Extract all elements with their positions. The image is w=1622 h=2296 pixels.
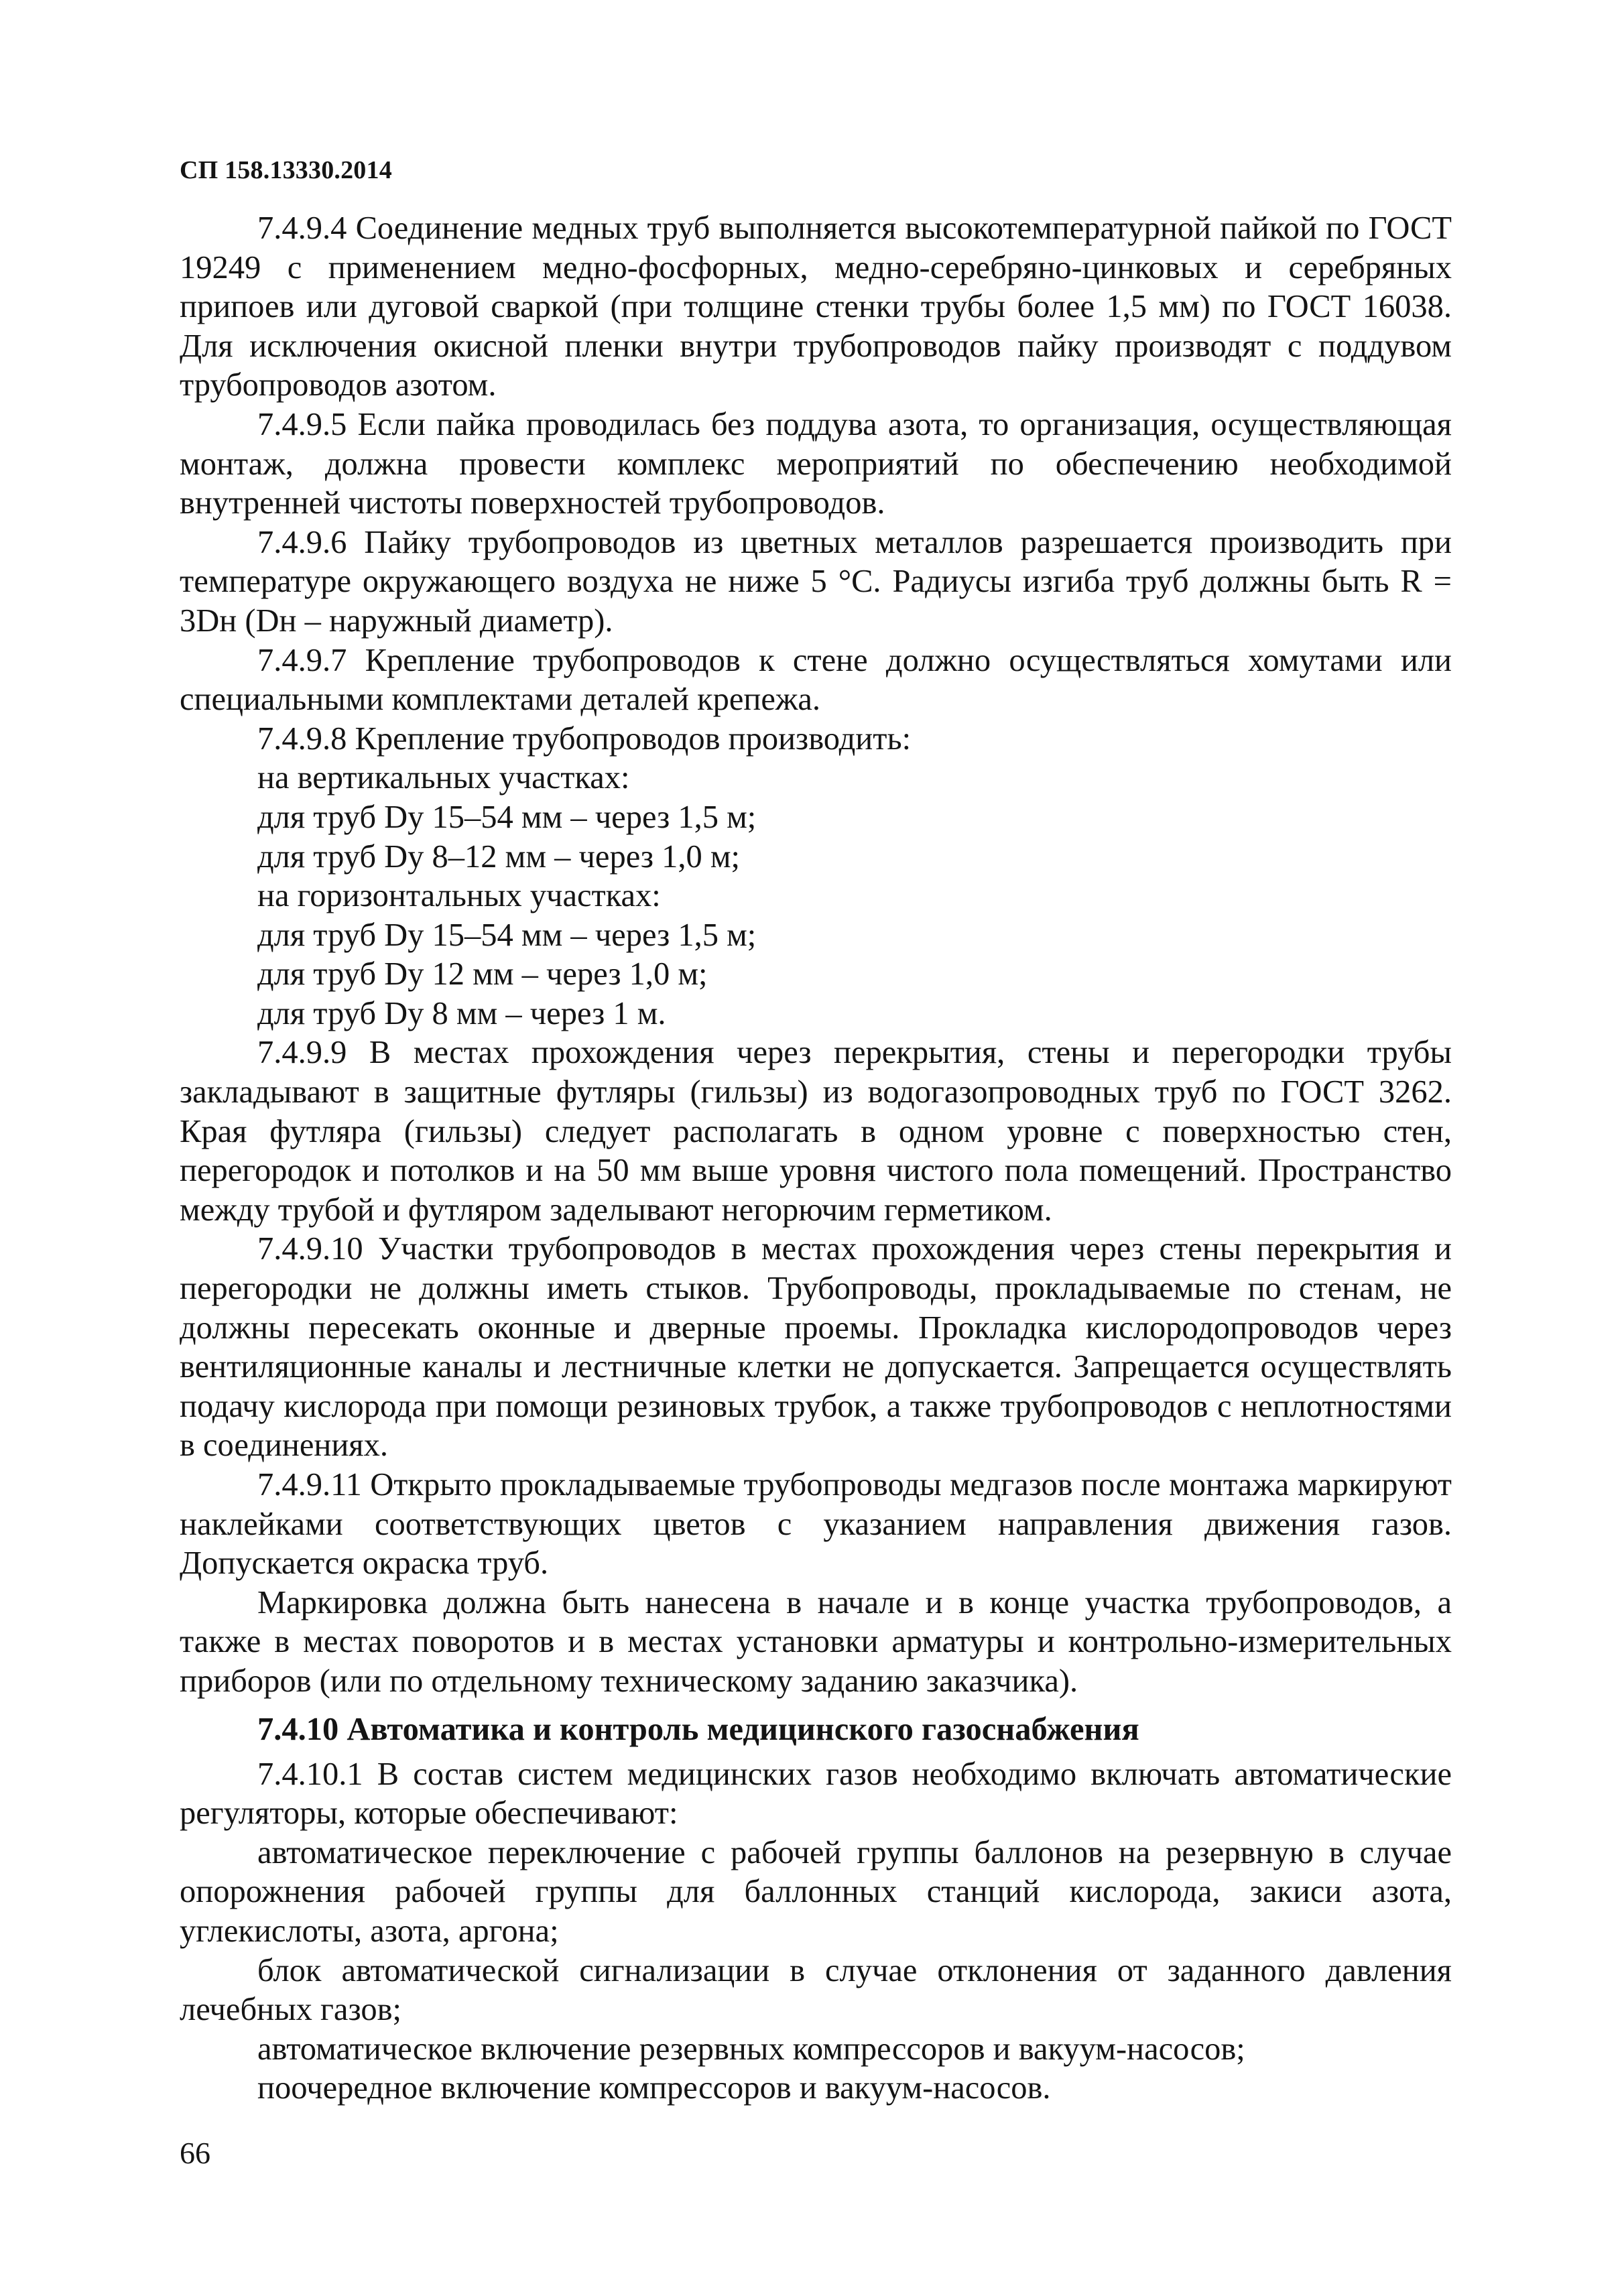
regulator-item: поочередное включение компрессоров и вакуум-насосов. [257, 2070, 1051, 2106]
document-body [180, 209, 1452, 2108]
regulator-item: блок автоматической сигнализации в случае отклонения от заданного давления лечебных газов; [180, 1952, 1452, 2028]
regulator-item: автоматическое переключение с рабочей группы баллонов на резервную в случае опорожнения рабочей группы для баллонных станций кислорода, закиси азота, углекислоты, азота, аргона; [180, 1834, 1452, 1949]
clause-7-4-9-7: 7.4.9.7 Крепление трубопроводов к стене должно осуществляться хомутами или специальными комплектами деталей крепежа. [180, 642, 1452, 718]
list-item: для труб Dу 12 мм – через 1,0 м; [257, 956, 708, 993]
clause-7-4-9-10: 7.4.9.10 Участки трубопроводов в местах прохождения через стены перекрытия и перегородки не должны иметь стыков. Трубопроводы, прокладываемые по стенам, не должны пересекать оконные и дверные проемы. Прокладка кислородопроводов через вентиляционные каналы и лестничные клетки не допускается. Запрещается осуществлять подачу кислорода при помощи резиновых трубок, а также трубопроводов с неплотностями в соединениях. [180, 1231, 1452, 1464]
clause-7-4-9-6: 7.4.9.6 Пайку трубопроводов из цветных металлов разрешается производить при температуре окружающего воздуха не ниже 5 °С. Радиусы изгиба труб должны быть R = 3Dн (Dн – наружный диаметр). [180, 524, 1452, 639]
clause-7-4-10-1: 7.4.10.1 В состав систем медицинских газов необходимо включать автоматические регуляторы, которые обеспечивают: [180, 1756, 1452, 1832]
clause-7-4-9-11: 7.4.9.11 Открыто прокладываемые трубопроводы медгазов после монтажа маркируют наклейками соответствующих цветов с указанием направления движения газов. Допускается окраска труб. [180, 1467, 1452, 1582]
list-item: для труб Dу 15–54 мм – через 1,5 м; [257, 917, 757, 953]
page-number: 66 [180, 2136, 210, 2170]
regulator-item: автоматическое включение резервных компрессоров и вакуум-насосов; [257, 2031, 1245, 2067]
section-heading-7-4-10: 7.4.10 Автоматика и контроль медицинского газоснабжения [257, 1711, 1139, 1747]
clause-7-4-9-4: 7.4.9.4 Соединение медных труб выполняется высокотемпературной пайкой по ГОСТ 19249 с применением медно-фосфорных, медно-серебряно-цинковых и серебряных припоев или дуговой сваркой (при толщине стенки трубы более 1,5 мм) по ГОСТ 16038. Для исключения окисной пленки внутри трубопроводов пайку производят с поддувом трубопроводов азотом. [180, 210, 1452, 403]
clause-7-4-9-5: 7.4.9.5 Если пайка проводилась без поддува азота, то организация, осуществляющая монтаж, должна провести комплекс мероприятий по обеспечению необходимой внутренней чистоты поверхностей трубопроводов. [180, 406, 1452, 521]
list-item: для труб Dу 8 мм – через 1 м. [257, 995, 666, 1031]
clause-7-4-9-8: 7.4.9.8 Крепление трубопроводов производить: [257, 720, 912, 757]
list-item: для труб Dу 8–12 мм – через 1,0 м; [257, 838, 741, 875]
document-code-header: СП 158.13330.2014 [180, 156, 392, 184]
list-item: для труб Dу 15–54 мм – через 1,5 м; [257, 799, 757, 835]
list-item: на вертикальных участках: [257, 760, 630, 796]
clause-7-4-9-9: 7.4.9.9 В местах прохождения через перекрытия, стены и перегородки трубы закладывают в защитные футляры (гильзы) из водогазопроводных труб по ГОСТ 3262. Края футляра (гильзы) следует располагать в одном уровне с поверхностью стен, перегородок и потолков и на 50 мм выше уровня чистого пола помещений. Пространство между трубой и футляром заделывают негорючим герметиком. [180, 1035, 1452, 1228]
marking-paragraph: Маркировка должна быть нанесена в начале и в конце участка трубопроводов, а также в местах поворотов и в местах установки арматуры и контрольно-измерительных приборов (или по отдельному техническому заданию заказчика). [180, 1584, 1452, 1699]
list-item: на горизонтальных участках: [257, 878, 661, 914]
